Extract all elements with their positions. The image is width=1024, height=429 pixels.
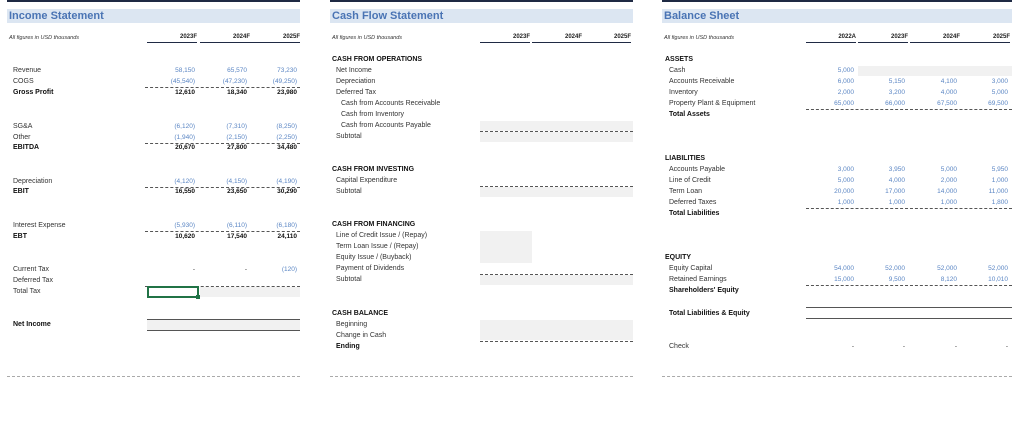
operations-input-fill (480, 121, 633, 131)
subtotal-divider (806, 208, 1012, 209)
asset-cell[interactable]: 67,500 (937, 100, 957, 107)
year-header[interactable]: 2025F (581, 33, 631, 43)
equity-cell[interactable]: 8,120 (940, 276, 957, 283)
asset-cell[interactable]: 3,200 (888, 89, 905, 96)
liability-label: Term Loan (669, 188, 703, 195)
cash-balance-header: CASH BALANCE (332, 310, 388, 317)
total-tax-label: Total Tax (13, 288, 41, 295)
total-tax-row-fill (200, 287, 300, 297)
cogs-cell[interactable]: (47,230) (222, 78, 247, 85)
investing-subtotal-label: Subtotal (336, 188, 362, 195)
year-header[interactable]: 2024F (532, 33, 582, 43)
financing-item-label: Term Loan Issue / (Repay) (336, 243, 419, 250)
year-header[interactable]: 2023F (147, 33, 197, 43)
cash-flow-title: Cash Flow Statement (330, 9, 633, 23)
current-tax-cell[interactable]: - (192, 266, 195, 273)
print-area-border (7, 376, 300, 377)
year-header[interactable]: 2024F (200, 33, 250, 43)
year-header[interactable]: 2022A (806, 33, 856, 43)
units-note: All figures in USD thousands (332, 35, 403, 41)
equity-label: Equity Capital (669, 265, 713, 272)
asset-cell[interactable]: 3,000 (991, 78, 1008, 85)
equity-cell[interactable]: 52,000 (988, 265, 1008, 272)
total-assets-label: Total Assets (669, 111, 710, 118)
cash-balance-item-label: Change in Cash (336, 332, 387, 339)
ebitda-cell[interactable]: 27,800 (227, 144, 247, 151)
equity-header: EQUITY (665, 254, 692, 261)
deferred-tax-label: Deferred Tax (13, 277, 53, 284)
financing-item-label: Equity Issue / (Buyback) (336, 254, 412, 261)
liability-cell[interactable]: 5,000 (940, 166, 957, 173)
asset-label: Accounts Receivable (669, 78, 735, 85)
liability-cell[interactable]: 3,950 (888, 166, 905, 173)
year-header[interactable]: 2025F (960, 33, 1010, 43)
balance-sheet-panel (662, 0, 1012, 429)
operations-item-label: Deferred Tax (336, 89, 376, 96)
income-statement-title: Income Statement (7, 9, 300, 23)
asset-label: Inventory (669, 89, 698, 96)
gross-profit-cell[interactable]: 12,610 (175, 89, 195, 96)
total-liabilities-equity-label: Total Liabilities & Equity (669, 310, 750, 317)
panel-top-border (330, 0, 633, 2)
panel-top-border (662, 0, 1012, 2)
print-area-border (330, 376, 633, 377)
subtotal-divider (806, 285, 1012, 286)
operations-item-label: Depreciation (336, 78, 376, 85)
equity-cell[interactable]: 15,000 (834, 276, 854, 283)
cogs-cell[interactable]: (45,540) (170, 78, 195, 85)
asset-cell[interactable]: 6,000 (837, 78, 854, 85)
year-header[interactable]: 2023F (480, 33, 530, 43)
revenue-label: Revenue (13, 67, 42, 74)
asset-cell[interactable]: 65,000 (834, 100, 854, 107)
asset-cell[interactable]: 66,000 (885, 100, 905, 107)
other-label: Other (13, 134, 31, 141)
net-income-row-fill (147, 320, 300, 330)
liability-cell[interactable]: 11,000 (988, 188, 1008, 195)
other-cell[interactable]: (2,150) (226, 134, 247, 141)
liability-label: Line of Credit (669, 177, 711, 184)
ending-balance-label: Ending (336, 343, 360, 350)
check-cell[interactable]: - (1005, 343, 1008, 350)
ebt-cell[interactable]: 24,110 (277, 233, 297, 240)
beginning-balance-fill (480, 320, 633, 340)
financing-subtotal-fill (480, 275, 633, 285)
liability-label: Accounts Payable (669, 166, 726, 173)
income-statement-panel (7, 0, 300, 429)
depreciation-cell[interactable]: (4,120) (174, 178, 195, 185)
ebitda-cell[interactable]: 34,480 (277, 144, 297, 151)
balance-sheet-title: Balance Sheet (662, 9, 1012, 23)
financing-item-label: Line of Credit Issue / (Repay) (336, 232, 428, 239)
financing-item-label: Payment of Dividends (336, 265, 405, 272)
equity-cell[interactable]: 52,000 (937, 265, 957, 272)
asset-label: Cash (669, 67, 686, 74)
financing-input-fill (480, 231, 532, 263)
operations-item-label: Cash from Inventory (341, 111, 405, 118)
print-area-border (662, 376, 1012, 377)
liabilities-header: LIABILITIES (665, 155, 706, 162)
gross-profit-cell[interactable]: 18,340 (227, 89, 247, 96)
ebit-cell[interactable]: 30,290 (277, 188, 297, 195)
current-tax-label: Current Tax (13, 266, 50, 273)
other-cell[interactable]: (2,250) (276, 134, 297, 141)
asset-cell[interactable]: 2,000 (837, 89, 854, 96)
units-note: All figures in USD thousands (664, 35, 735, 41)
check-cell[interactable]: - (954, 343, 957, 350)
operations-subtotal-fill (480, 132, 633, 142)
total-divider (806, 307, 1012, 308)
equity-cell[interactable]: 9,500 (888, 276, 905, 283)
asset-cell[interactable]: 4,100 (940, 78, 957, 85)
ebitda-cell[interactable]: 20,670 (175, 144, 195, 151)
liability-cell[interactable]: 4,000 (888, 177, 905, 184)
assets-header: ASSETS (665, 56, 694, 63)
cash-forecast-fill (858, 66, 1012, 76)
revenue-cell[interactable]: 65,570 (227, 67, 247, 74)
operations-item-label: Net Income (336, 67, 372, 74)
cash-from-operations-header: CASH FROM OPERATIONS (332, 56, 423, 63)
liability-cell[interactable]: 20,000 (834, 188, 854, 195)
depreciation-cell[interactable]: (4,190) (276, 178, 297, 185)
cash-from-financing-header: CASH FROM FINANCING (332, 221, 416, 228)
depreciation-cell[interactable]: (4,150) (226, 178, 247, 185)
units-note: All figures in USD thousands (9, 35, 80, 41)
liability-cell[interactable]: 1,000 (940, 199, 957, 206)
liability-cell[interactable]: 2,000 (940, 177, 957, 184)
depreciation-label: Depreciation (13, 178, 53, 185)
equity-cell[interactable]: 10,010 (988, 276, 1008, 283)
total-divider (806, 318, 1012, 319)
ebit-label: EBIT (13, 188, 29, 195)
subtotal-divider (480, 341, 633, 342)
total-liabilities-label: Total Liabilities (669, 210, 720, 217)
asset-cell[interactable]: 5,150 (888, 78, 905, 85)
net-income-label: Net Income (13, 321, 51, 328)
liability-cell[interactable]: 5,950 (991, 166, 1008, 173)
equity-cell[interactable]: 52,000 (885, 265, 905, 272)
liability-cell[interactable]: 3,000 (837, 166, 854, 173)
year-header[interactable]: 2023F (858, 33, 908, 43)
panel-top-border (7, 0, 300, 2)
year-header[interactable]: 2025F (250, 33, 300, 43)
ebitda-label: EBITDA (13, 144, 40, 151)
gross-profit-label: Gross Profit (13, 89, 54, 96)
current-tax-cell[interactable]: (120) (281, 266, 297, 273)
cogs-cell[interactable]: (49,250) (272, 78, 297, 85)
asset-label: Property Plant & Equipment (669, 100, 756, 107)
liability-cell[interactable]: 14,000 (937, 188, 957, 195)
ebit-cell[interactable]: 16,550 (175, 188, 195, 195)
current-tax-cell[interactable]: - (244, 266, 247, 273)
subtotal-divider (806, 109, 1012, 110)
fill-handle[interactable] (196, 295, 200, 299)
check-cell[interactable]: - (851, 343, 854, 350)
year-header[interactable]: 2024F (910, 33, 960, 43)
liability-cell[interactable]: 1,000 (991, 177, 1008, 184)
asset-cell[interactable]: 4,000 (940, 89, 957, 96)
cash-from-investing-header: CASH FROM INVESTING (332, 166, 415, 173)
operations-item-label: Cash from Accounts Payable (341, 122, 431, 129)
asset-cell[interactable]: 5,000 (991, 89, 1008, 96)
cogs-label: COGS (13, 78, 34, 85)
ebt-label: EBT (13, 233, 27, 240)
equity-label: Retained Earnings (669, 276, 727, 283)
revenue-cell[interactable]: 58,150 (175, 67, 195, 74)
cash-balance-item-label: Beginning (336, 321, 368, 328)
ebit-cell[interactable]: 23,650 (227, 188, 247, 195)
ebt-cell[interactable]: 10,620 (175, 233, 195, 240)
sga-cell[interactable]: (7,310) (226, 123, 247, 130)
asset-cell[interactable]: 69,500 (988, 100, 1008, 107)
check-cell[interactable]: - (902, 343, 905, 350)
equity-cell[interactable]: 54,000 (834, 265, 854, 272)
asset-cell[interactable]: 5,000 (837, 67, 854, 74)
sga-cell[interactable]: (6,120) (174, 123, 195, 130)
selected-cell[interactable] (147, 286, 199, 298)
financing-subtotal-label: Subtotal (336, 276, 362, 283)
liability-label: Deferred Taxes (669, 199, 717, 206)
liability-cell[interactable]: 17,000 (885, 188, 905, 195)
liability-cell[interactable]: 1,000 (837, 199, 854, 206)
investing-item-label: Capital Expenditure (336, 177, 398, 184)
check-label: Check (669, 343, 689, 350)
revenue-cell[interactable]: 73,230 (277, 67, 297, 74)
ebt-cell[interactable]: 17,540 (227, 233, 247, 240)
interest-expense-label: Interest Expense (13, 222, 66, 229)
shareholders-equity-label: Shareholders' Equity (669, 287, 739, 294)
investing-subtotal-fill (480, 187, 633, 197)
operations-item-label: Cash from Accounts Receivable (341, 100, 441, 107)
gross-profit-cell[interactable]: 23,980 (277, 89, 297, 96)
other-cell[interactable]: (1,940) (174, 134, 195, 141)
sga-label: SG&A (13, 123, 33, 130)
liability-cell[interactable]: 1,800 (991, 199, 1008, 206)
total-divider (147, 330, 300, 331)
liability-cell[interactable]: 1,000 (888, 199, 905, 206)
operations-subtotal-label: Subtotal (336, 133, 362, 140)
sga-cell[interactable]: (8,250) (276, 123, 297, 130)
interest-expense-cell[interactable]: (6,110) (226, 222, 247, 229)
interest-expense-cell[interactable]: (5,930) (174, 222, 195, 229)
liability-cell[interactable]: 5,000 (837, 177, 854, 184)
interest-expense-cell[interactable]: (6,180) (276, 222, 297, 229)
cash-flow-panel (330, 0, 633, 429)
